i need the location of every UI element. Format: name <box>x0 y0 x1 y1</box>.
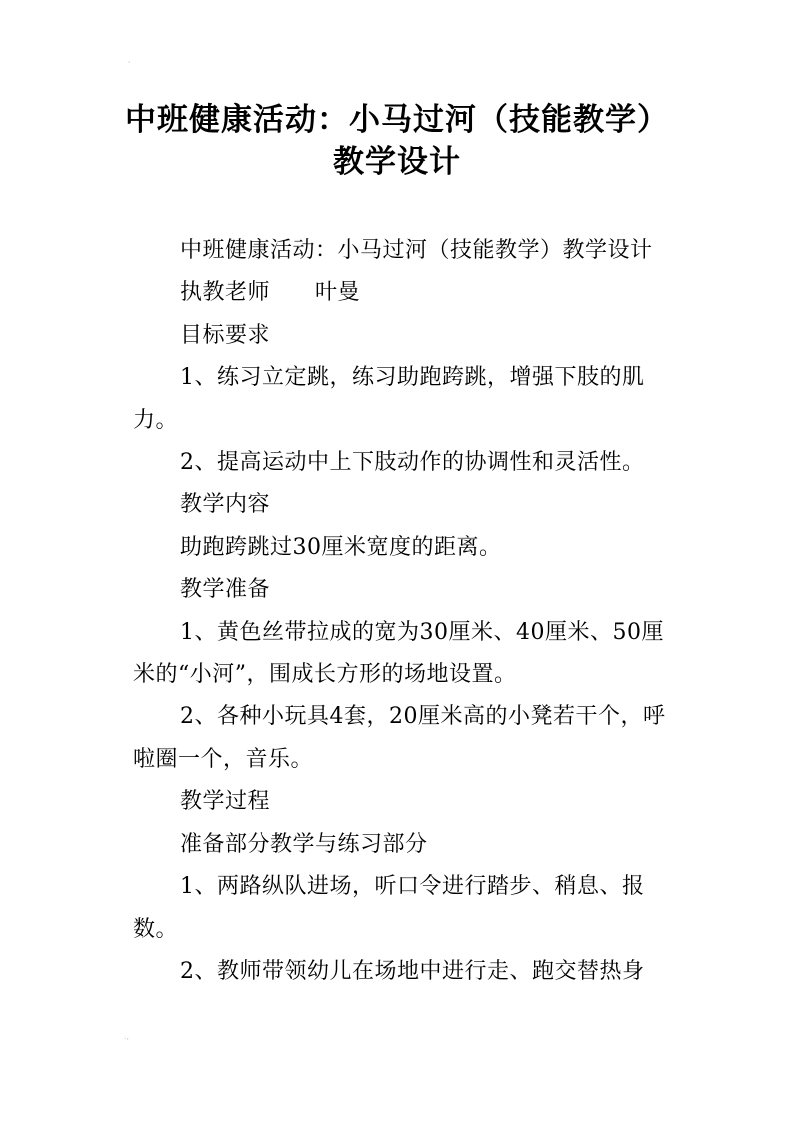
paragraph-11: 准备部分教学与练习部分 <box>180 831 428 857</box>
paragraph-0: 中班健康活动：小马过河（技能教学）教学设计 <box>180 238 653 263</box>
document-title-line2: 教学设计 <box>333 144 461 180</box>
paragraph-12: 1、两路纵队进场，听口令进行踏步、稍息、报数。 <box>133 874 645 942</box>
paragraph-7: 教学准备 <box>180 577 271 603</box>
corner-mark-bottom: ., <box>124 1032 130 1041</box>
document-title-line1: 中班健康活动：小马过河（技能教学） <box>125 102 669 138</box>
paragraph-2: 目标要求 <box>180 322 271 348</box>
paragraph-6: 助跑跨跳过30厘米宽度的距离。 <box>180 534 502 560</box>
paragraph-1: 执教老师 叶曼 <box>180 280 361 306</box>
paragraph-5: 教学内容 <box>180 492 271 518</box>
document-body <box>133 230 668 993</box>
paragraph-9: 2、各种小玩具4套，20厘米高的小凳若干个，呼啦圈一个，音乐。 <box>133 704 666 772</box>
paragraph-10: 教学过程 <box>180 789 271 815</box>
paragraph-4: 2、提高运动中上下肢动作的协调性和灵活性。 <box>180 450 645 476</box>
paragraph-13: 2、教师带领幼儿在场地中进行走、跑交替热身 <box>180 958 645 984</box>
paragraph-3: 1、练习立定跳，练习助跑跨跳，增强下肢的肌力。 <box>133 365 645 433</box>
corner-mark-top: ' <box>128 60 131 69</box>
paragraph-8: 1、黄色丝带拉成的宽为30厘米、40厘米、50厘米的“小河”，围成长方形的场地设置。 <box>133 619 664 688</box>
